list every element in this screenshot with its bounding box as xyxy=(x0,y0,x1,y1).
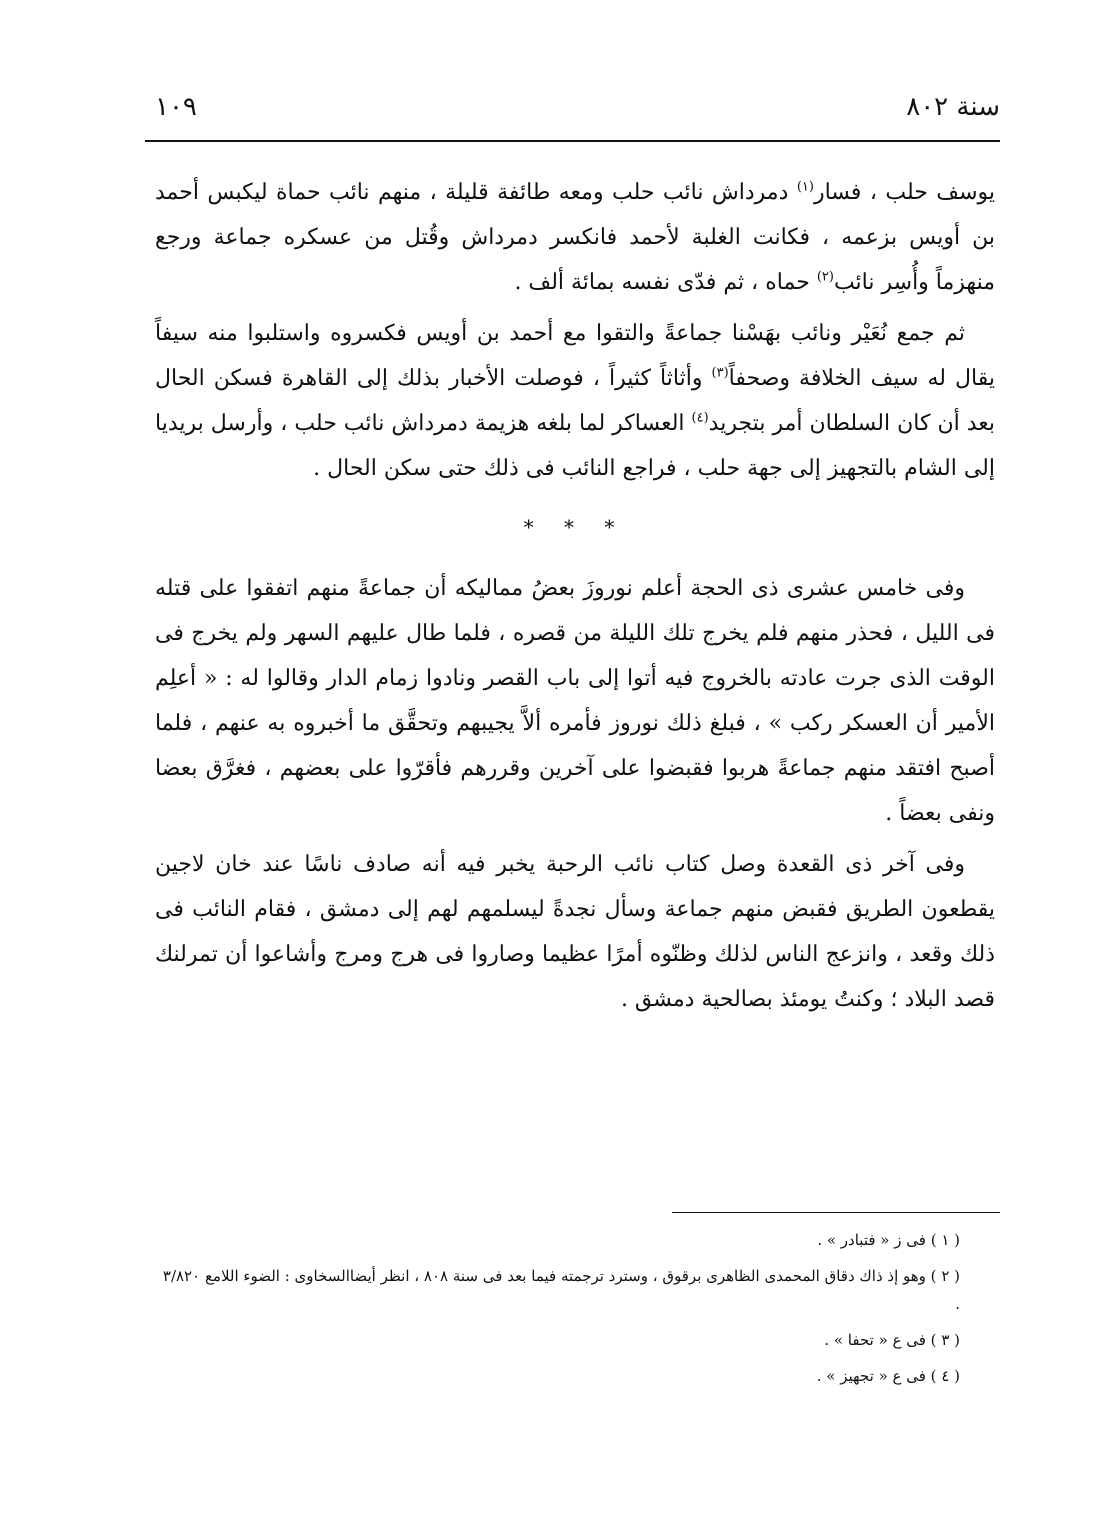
paragraph-2-part-1: ثم جمع نُعَيْر ونائب بهَسْنا جماعةً والتقوا مع أحمد بن أويس فكسروه واستلبوا منه سيفاً يقال له سيف الخلافة وصحفاً xyxy=(155,321,995,391)
paragraph-2 xyxy=(155,311,995,491)
paragraph-2-part-3: العساكر لما بلغه هزيمة دمرداش نائب حلب ، وأرسل بريديا إلى الشام بالتجهيز إلى جهة حلب ، فراجع النائب فى ذلك حتى سكن الحال . xyxy=(155,411,995,481)
footnote-2: ( ٢ ) وهو إذ ذاك دقاق المحمدى الظاهرى برقوق ، وسترد ترجمته فيما بعد فى سنة ٨٠٨ ، انظر أيضاالسخاوى : الضوء اللامع ٣/٨٢٠ . xyxy=(162,1267,960,1313)
paragraph-1-part-3: حماه ، ثم فدّى نفسه بمائة ألف . xyxy=(514,270,817,295)
footnote-ref-2: (٢) xyxy=(816,269,834,285)
paragraph-1-part-1: يوسف حلب ، فسار xyxy=(813,180,996,205)
paragraph-2-part-2: وأثاثاً كثيراً ، فوصلت الأخبار بذلك إلى القاهرة فسكن الحال بعد أن كان السلطان أمر بتجريد xyxy=(155,366,995,436)
header-year-title: سنة ٨٠٢ xyxy=(906,92,1000,122)
footnote-3: ( ٣ ) فى ع « تحفا » . xyxy=(824,1331,960,1349)
main-text xyxy=(155,170,995,1028)
running-header xyxy=(145,92,1000,132)
footnote-ref-1: (١) xyxy=(796,179,814,195)
paragraph-3: وفى خامس عشرى ذى الحجة أعلم نوروزَ بعضُ مماليكه أن جماعةً منهم اتفقوا على قتله فى الليل ، فحذر منهم فلم يخرج تلك الليلة من قصره ، فلما طال عليهم السهر ولم يخرج فى الوقت الذى جرت عادته بالخروج فيه أتوا إلى باب القصر ونادوا زمام الدار وقالوا له : « أعلِم الأمير أن العسكر ركب » ، فبلغ ذلك نوروز فأمره ألاَّ يجيبهم وتحقَّق ما أخبروه به عنهم ، فلما أصبح افتقد منهم جماعةً هربوا فقبضوا على آخرين وقررهم فأقرّوا على بعضهم ، فغرَّق بعضا ونفى بعضاً . xyxy=(155,576,995,826)
page-number: ١٠٩ xyxy=(155,92,197,122)
footnotes xyxy=(160,1226,960,1398)
footnote-1: ( ١ ) فى ز « فتبادر » . xyxy=(817,1231,960,1249)
paragraph-1 xyxy=(155,170,995,305)
footnote-ref-4: (٤) xyxy=(691,410,709,426)
footnote-4: ( ٤ ) فى ع « تجهيز » . xyxy=(816,1367,960,1385)
section-separator: * * * xyxy=(523,515,627,539)
paragraph-1-part-2: دمرداش نائب حلب ومعه طائفة قليلة ، منهم نائب حماة ليكبس أحمد بن أويس بزعمه ، فكانت الغلبة لأحمد فانكسر دمرداش وقُتل من عسكره جماعة ورجع منهزماً وأُسِر نائب xyxy=(155,180,996,295)
paragraph-4: وفى آخر ذى القعدة وصل كتاب نائب الرحبة يخبر فيه أنه صادف ناسًا عند خان لاجين يقطعون الطريق فقبض منهم جماعة وسأل نجدةً ليسلمهم لهم إلى دمشق ، فقام النائب فى ذلك وقعد ، وانزعج الناس لذلك وظنّوه أمرًا عظيما وصاروا فى هرج ومرج وأشاعوا أن تمرلنك قصد البلاد ؛ وكنتُ يومئذ بصالحية دمشق . xyxy=(155,852,995,1012)
header-rule xyxy=(145,140,1000,142)
footnote-rule xyxy=(672,1212,1000,1213)
footnote-ref-3: (٣) xyxy=(711,365,729,381)
